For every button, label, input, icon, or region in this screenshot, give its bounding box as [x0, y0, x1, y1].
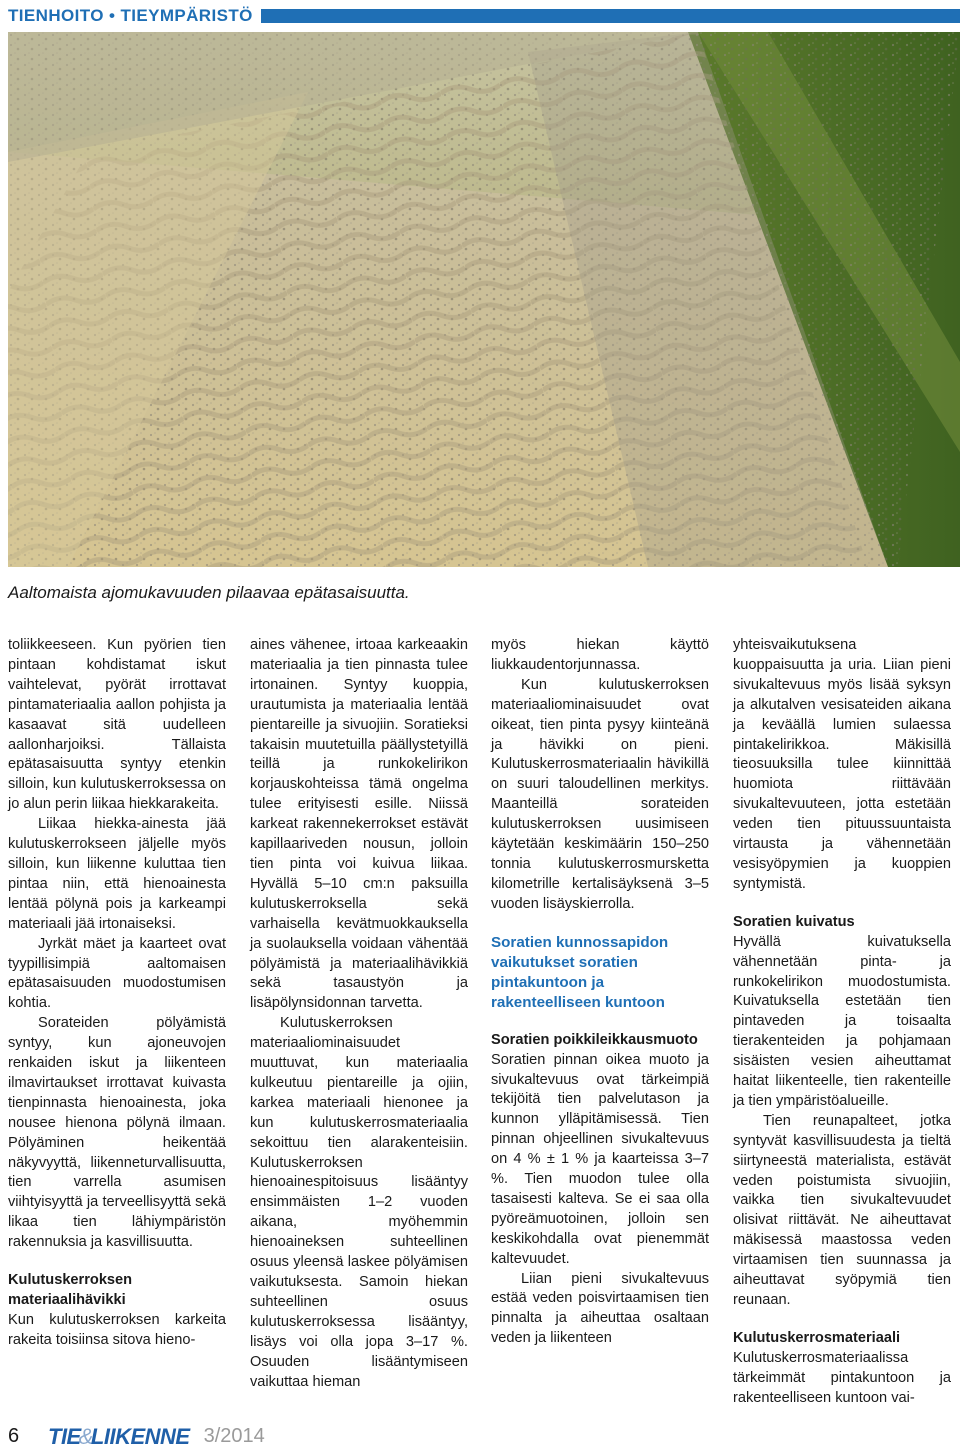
- subheading: Kulutuskerrosmateriaali: [733, 1329, 901, 1346]
- paragraph: Kulutuskerrosmateriaalissa tärkeimmät pintakuntoon ja rakenteelliseen kuntoon vai-: [733, 1349, 951, 1406]
- subheading: Soratien kuivatus: [733, 913, 855, 930]
- subheading: Soratien poikkileikkausmuoto: [491, 1031, 698, 1048]
- paragraph: yhteisvaikutuksena kuoppaisuutta ja uria. Liian pieni sivukaltevuus myös lisää syksyn ja alkutalven vesisateiden aikana ja keväällä lumien sulaessa pintakelirikkoa. Mäkisillä tieosuuksilla tulee kiinnittää huomiota riittävään sivukaltevuuteen, jotta estetään veden tien pituussuuntaista virtausta ja vähennetään vesisyöpymien ja kuoppien syntymistä.: [733, 637, 951, 892]
- paragraph: Hyvällä kuivatuksella vähennetään pinta- ja runkokelirikon muodostumista. Kuivatuksella estetään tien pintaveden ja toisaalta tierakenteiden ja pohjamaan sisäisten vesien aiheuttamat haitat liikenteelle, tien rakenteille ja tien ympäristöalueille.: [733, 933, 951, 1109]
- section-title: TIENHOITO • TIEYMPÄRISTÖ: [8, 6, 253, 25]
- column-3: [491, 636, 709, 1349]
- logo-part-1: TIE: [48, 1423, 81, 1449]
- paragraph: Kulutuskerroksen materiaaliominaisuudet muuttuvat, kun materiaalia kulkeutuu pientareille ja ojiin, karkea materiaali hienonee ja kun kulutuskerrosmateriaalia sekoittuu tien alarakenteisiin. Kulutuskerroksen hienoainespitoisuus lisääntyy ensimmäisten 1–2 vuoden aikana, myöhemmin hienoaineksen suhteellinen osuus yleensä laskee pölyämisen vaikutuksesta. Samoin hiekan suhteellinen osuus kulutuskerroksessa lisääntyy, lisäys voi olla jopa 3–17 %. Osuuden lisääntymiseen vaikuttaa hieman: [250, 1015, 468, 1390]
- issue-number: 3/2014: [203, 1425, 265, 1447]
- gravel-road-image: [8, 32, 960, 567]
- magazine-logo: [48, 1424, 190, 1450]
- paragraph: Jyrkät mäet ja kaarteet ovat tyypillisimpiä aaltomaisen epätasaisuuden muodostumisen kohtia.: [8, 935, 226, 1012]
- header-rule: [261, 9, 960, 23]
- photo-caption: Aaltomaista ajomukavuuden pilaavaa epätasaisuutta.: [8, 583, 410, 602]
- section-heading: Soratien kunnossapidon vaikutukset soratien pintakuntoon ja rakenteelliseen kuntoon: [491, 933, 669, 1011]
- column-2: [250, 636, 468, 1392]
- paragraph: Sorateiden pölyämistä syntyy, kun ajoneuvojen renkaiden iskut ja liikenteen ilmavirtaukset irrottavat kuivasta tienpinnasta hienoainesta, joka nousee hienona pölynä ilmaan. Pölyäminen heikentää näkyvyyttä, liikenneturvallisuutta, tien varrella asumisen viihtyisyyttä ja terveellisyyttä sekä likaa tien lähiympäristön rakennuksia ja kasvillisuutta.: [8, 1015, 226, 1251]
- paragraph: Soratien pinnan oikea muoto ja sivukaltevuus ovat tärkeimpiä tekijöitä tien palvelutason ja kunnon ylläpitämisessä. Tien pinnan ohjeellinen sivukaltevuus on 4 % ± 1 % ja kaarteissa 3–7 %. Tien muodon tulee olla tasaisesti kalteva. Se ei saa olla pyöreämuotoinen, jolloin sen keskikohdalla ovat pienemmät kaltevuudet.: [491, 1051, 709, 1267]
- paragraph: Liikaa hiekka-ainesta jää kulutuskerrokseen jäljelle myös silloin, kun liikenne kuluttaa tien pintaa niin, että hienoainesta lentää pölynä pois ja karkeampi materiaali jää irtonaiseksi.: [8, 816, 226, 932]
- logo-part-2: LIIKENNE: [90, 1423, 190, 1449]
- page-number: 6: [8, 1425, 20, 1447]
- paragraph: Kun kulutuskerroksen materiaaliominaisuudet ovat oikeat, tien pinta pysyy kiinteänä ja hävikki on pieni. Kulutuskerrosmateriaalin hävikillä on suuri taloudellinen merkitys. Maanteillä sorateiden kulutuskerroksen uusimiseen käytetään keskimäärin 150–250 tonnia kulutuskerrosmursketta kilometrille kertalisäyksenä 3–5 vuoden lisäyskierrolla.: [491, 676, 709, 912]
- paragraph: myös hiekan käyttö liukkaudentorjunnassa.: [491, 637, 709, 673]
- paragraph: Tien reunapalteet, jotka syntyvät kasvillisuudesta ja tieltä siirtyneestä materialista, estävät veden poistumista sivuojiin, vaikka tien sivukaltevuudet olisivat riittävät. Ne aiheuttavat mäkisessä maastossa veden virtaamisen tien suunnassa ja aiheuttavat syöpymiä tien reunaan.: [733, 1112, 951, 1308]
- article-body: [0, 636, 960, 1406]
- paragraph: Kun kulutuskerroksen karkeita rakeita toisiinsa sitova hieno-: [8, 1311, 226, 1348]
- paragraph: aines vähenee, irtoaa karkeaakin materiaalia ja tien pinnasta tulee irtonainen. Syntyy kuoppia, urautumista ja materiaalia lentää pientareille ja sivuojiin. Soratieksi takaisin muutetuilla päällystetyillä teillä ja runkokelirikon korjauskohteissa tämä ongelma tulee erityisesti esille. Niissä karkeat rakennekerrokset estävät kapillaariveden nousun, jolloin tien pinta voi kuivua liikaa. Hyvällä 5–10 cm:n paksuilla kulutuskerroksella sekä varhaisella kevätmuokkauksella ja suolauksella voidaan vähentää pölyämistä ja materiaalihävikkiä sekä tasaustyön ja lisäpölynsidonnan tarvetta.: [250, 637, 468, 1012]
- road-photo: [8, 32, 960, 567]
- paragraph: Liian pieni sivukaltevuus estää veden poisvirtaamisen tien pinnalta ja aiheuttaa osaltaan veden ja liikenteen: [491, 1270, 709, 1347]
- page-footer: [0, 1420, 960, 1453]
- subheading: Kulutuskerroksen materiaalihävikki: [8, 1272, 133, 1308]
- column-4: [733, 636, 951, 1409]
- paragraph: toliikkeeseen. Kun pyörien tien pintaan kohdistamat iskut vaihtelevat, pyörät irrottavat pintamateriaalia aallon pohjista ja kasaavat sitä uudelleen aallonharjoiksi. Tällaista epätasaisuutta syntyy etenkin silloin, kun kulutuskerroksessa on jo alun perin liikaa hiekkarakeita.: [8, 637, 226, 813]
- section-header: [0, 0, 960, 32]
- column-1: [8, 636, 226, 1351]
- logo-ampersand: &: [78, 1423, 93, 1449]
